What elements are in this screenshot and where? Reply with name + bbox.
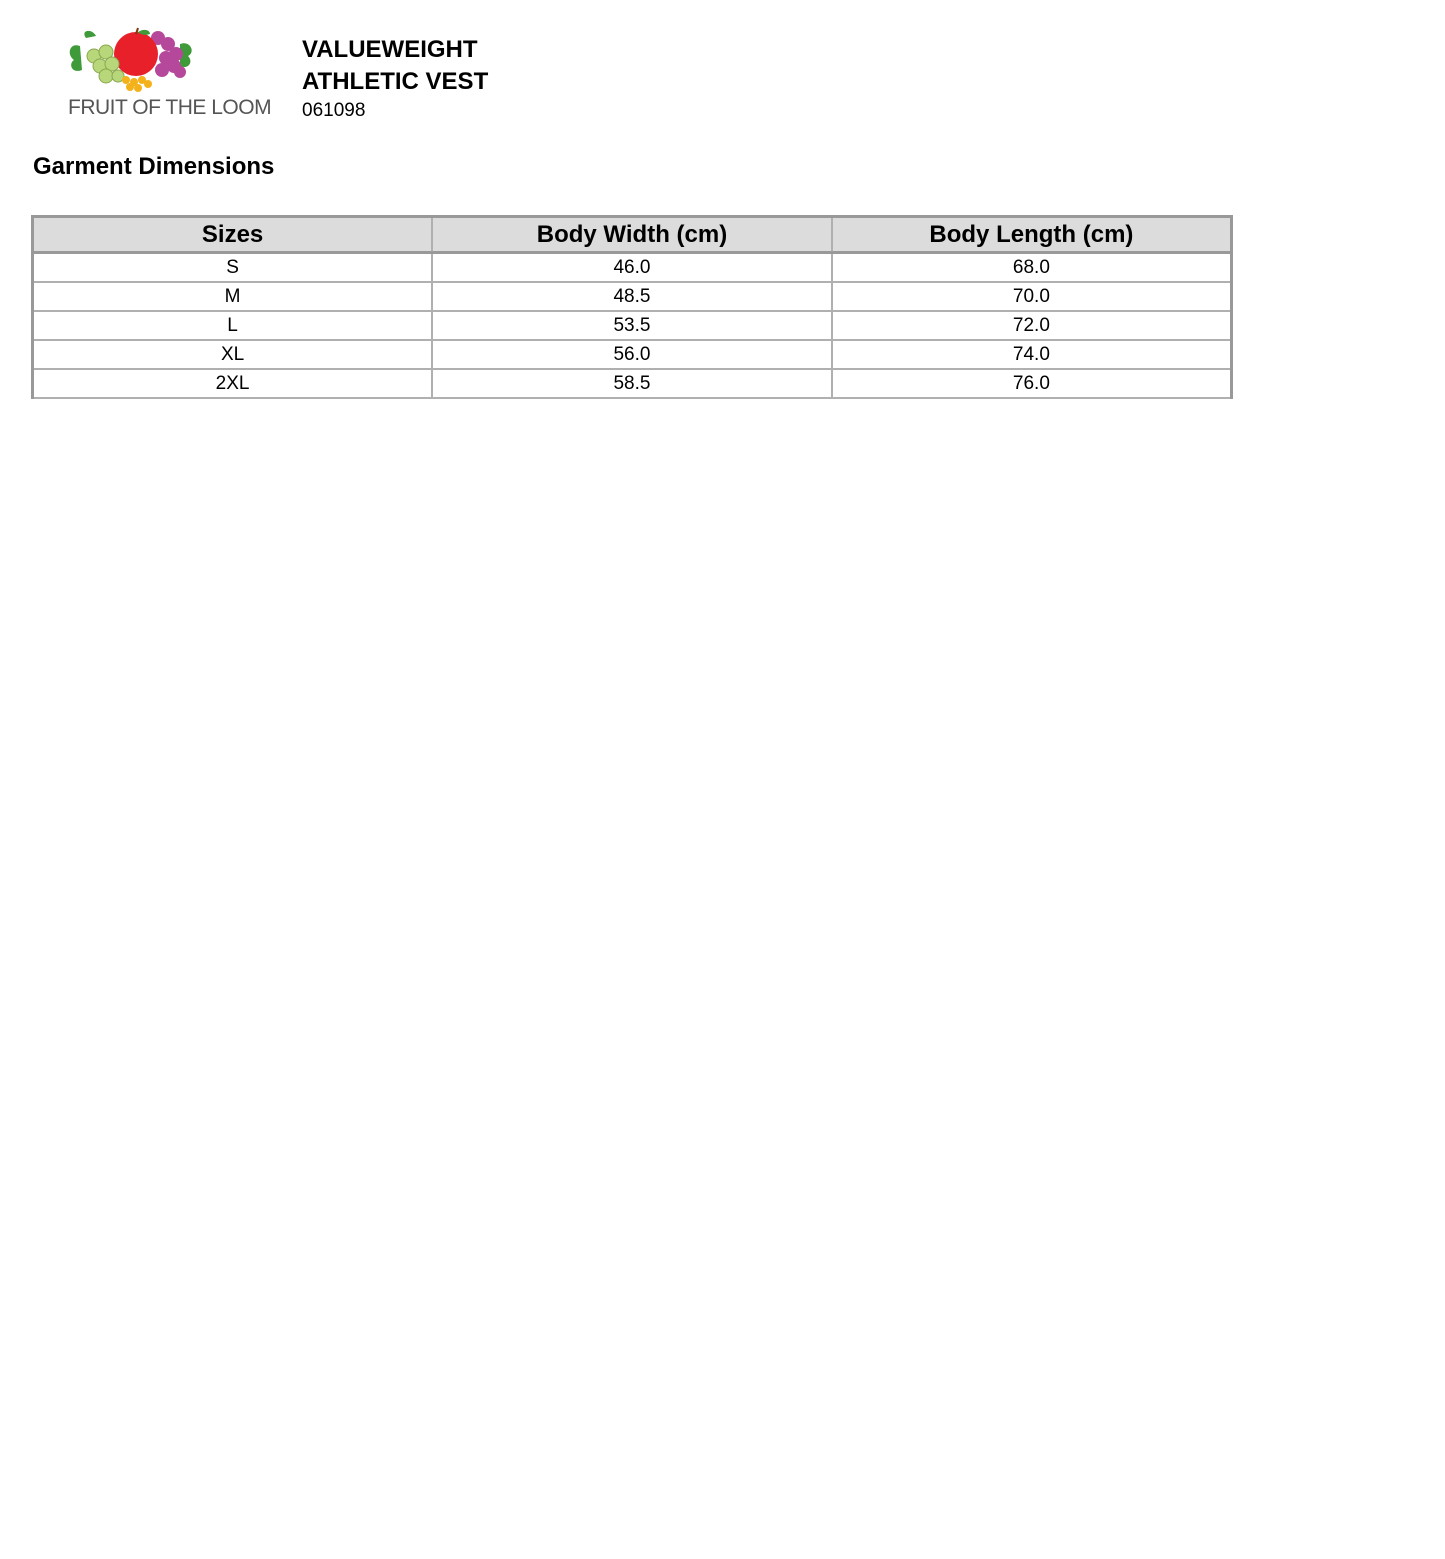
table-cell: 58.5: [432, 369, 832, 398]
dimensions-table: [31, 215, 1233, 399]
table-cell: 46.0: [432, 253, 832, 283]
table-cell: 56.0: [432, 340, 832, 369]
brand-logo-text: FRUIT OF THE LOOM: [68, 96, 272, 119]
fruit-cluster-icon: [62, 24, 212, 96]
table-cell: M: [33, 282, 433, 311]
column-header: Body Width (cm): [432, 217, 832, 253]
table-header-row: [33, 217, 1232, 253]
table-cell: S: [33, 253, 433, 283]
section-title: Garment Dimensions: [33, 153, 275, 180]
table-cell: 68.0: [832, 253, 1232, 283]
table-row: [33, 282, 1232, 311]
table-cell: 48.5: [432, 282, 832, 311]
table-row: [33, 253, 1232, 283]
table-cell: XL: [33, 340, 433, 369]
table-row: [33, 311, 1232, 340]
table-cell: 53.5: [432, 311, 832, 340]
brand-logo: [62, 24, 272, 124]
product-name: VALUEWEIGHT ATHLETIC VEST: [302, 36, 489, 95]
table-cell: 2XL: [33, 369, 433, 398]
table-cell: 76.0: [832, 369, 1232, 398]
product-code: 061098: [302, 100, 366, 121]
column-header: Body Length (cm): [832, 217, 1232, 253]
table-cell: 74.0: [832, 340, 1232, 369]
product-header: [302, 34, 522, 124]
table-row: [33, 369, 1232, 398]
column-header: Sizes: [33, 217, 433, 253]
table-row: [33, 340, 1232, 369]
table-cell: 70.0: [832, 282, 1232, 311]
table-cell: 72.0: [832, 311, 1232, 340]
table-cell: L: [33, 311, 433, 340]
